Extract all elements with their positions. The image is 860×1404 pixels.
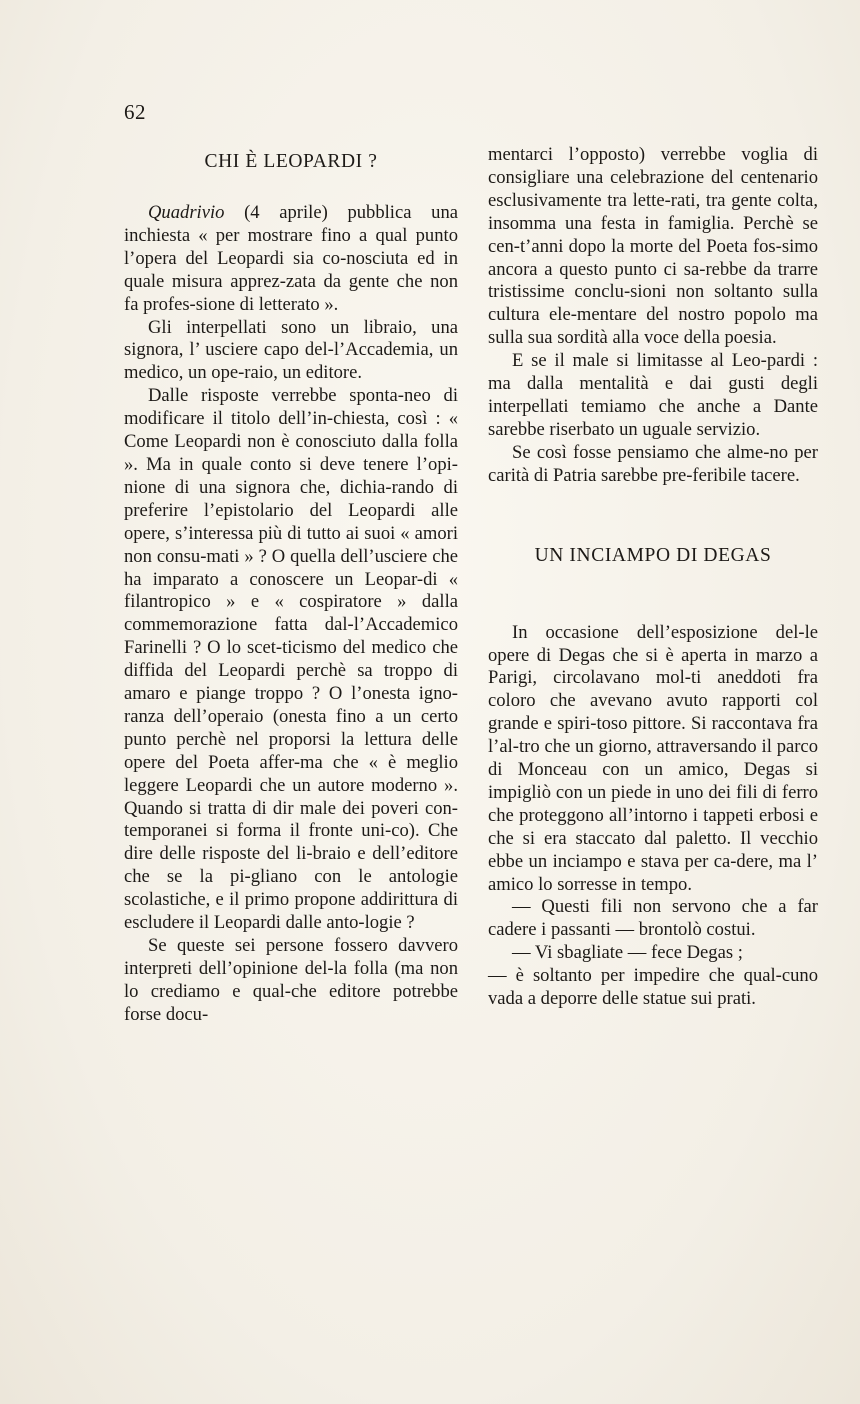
page-number: 62 bbox=[124, 100, 146, 124]
paragraph: Se queste sei persone fossero davvero interpreti dell’opinione del-la folla (ma non lo crediamo e qual-che editore potrebbe forse docu- bbox=[124, 935, 458, 1025]
paragraph-continued: mentarci l’opposto) verrebbe voglia di consigliare una celebrazione del centenario esclusivamente tra lette-rati, tra gente colta, insomma una festa in famiglia. Perchè se cen-t’anni dopo la morte del Poeta fos-simo ancora a questo punto ci sa-rebbe da trarre tristissime conclu-sioni non soltanto sulla cultura ele-mentare del nostro popolo ma sulla sua sordità alla voce della poesia. bbox=[488, 144, 818, 349]
article-title-inciampo-degas: UN INCIAMPO DI DEGAS bbox=[534, 544, 772, 566]
paragraph: Se così fosse pensiamo che almе-no per carità di Patria sarebbe pre-feribile tacere. bbox=[488, 441, 818, 486]
paragraph: E se il male si limitasse al Leo-pardi : ma dalla mentalità e dai gusti degli interpellati temiamo che anche a Dante sarebbe riserbato un uguale servizio. bbox=[488, 350, 818, 440]
paragraph: Dalle risposte verrebbe sponta-neo di modificare il titolo dell’in-chiesta, così : « Come Leopardi non è conosciuto dalla folla ». Ma in quale conto si deve tenere l’opi-nione di una signora che, dichia-rando di preferire l’epistolario del Leopardi alle opere, s’interessa più di tutto ai suoi « amori non consu-mati » ? O quella dell’usciere che ha imparato a conoscere un Leopar-di « filantropico » e « cospiratore » dalla commemorazione fatta dal-l’Accademico Farinelli ? O lo scet-ticismo del medico che diffida del Leopardi perchè sa troppo di amaro e piange troppo ? O l’onesta igno-ranza dell’operaio (onesta fino a un certo punto perchè nel proporsi la lettura delle opere del Poeta affer-ma che « è meglio leggere Leopardi che un autore moderno ». Quando si tratta di dir male dei poveri con-temporanei si forma il fronte uni-co). Che dire delle risposte del li-braio e dell’editore che se la pi-gliano con le antologie scolastiche, e il primo propone addirittura di escludere il Leopardi dalle anto-logie ? bbox=[124, 385, 458, 934]
dialogue-continuation: — è soltanto per impedire che qual-cuno vada a deporre delle statue sui prati. bbox=[488, 965, 818, 1010]
dialogue-first-line: — Vi sbagliate — fece Degas ; bbox=[512, 942, 743, 964]
article-title-chi-e-leopardi: CHI È LEOPARDI ? bbox=[204, 151, 378, 172]
dialogue-line: — Questi fili non servono che a far cadere i passanti — brontolò costui. bbox=[488, 896, 818, 941]
paragraph: In occasione dell’esposizione del-le opere di Degas che si è aperta in marzo a Parigi, circolavano mol-ti aneddoti fra coloro che avevano avuto rapporti col grande e spiri-toso pittore. Si raccontava fra l’al-tro che un giorno, attraversando il parco di Monceau con un amico, Degas si impigliò con un piede in uno dei fili di ferro che proteggono all’intorno i tappeti erbosi e che si era staccato dal paletto. Il vecchio ebbe un inciampo e stava per ca-dere, ma l’ amico lo sorresse in tempo. bbox=[488, 621, 818, 895]
paragraph: Gli interpellati sono un libraio, una signora, l’ usciere capo del-l’Accademia, un medico, un ope-raio, un editore. bbox=[124, 316, 458, 384]
right-column bbox=[488, 144, 818, 1011]
left-column bbox=[124, 144, 458, 1027]
source-title: Quadrivio bbox=[148, 202, 225, 223]
dialogue-line bbox=[488, 942, 818, 965]
paragraph-text: (4 aprile) pubblica una inchiesta « per mostrare fino a qual punto l’opera del Leopardi sia co-nosciuta ed in quale misura apprez-zata da gente che non fa profes-sione di letterato ». bbox=[124, 202, 458, 315]
paragraph bbox=[124, 202, 458, 317]
